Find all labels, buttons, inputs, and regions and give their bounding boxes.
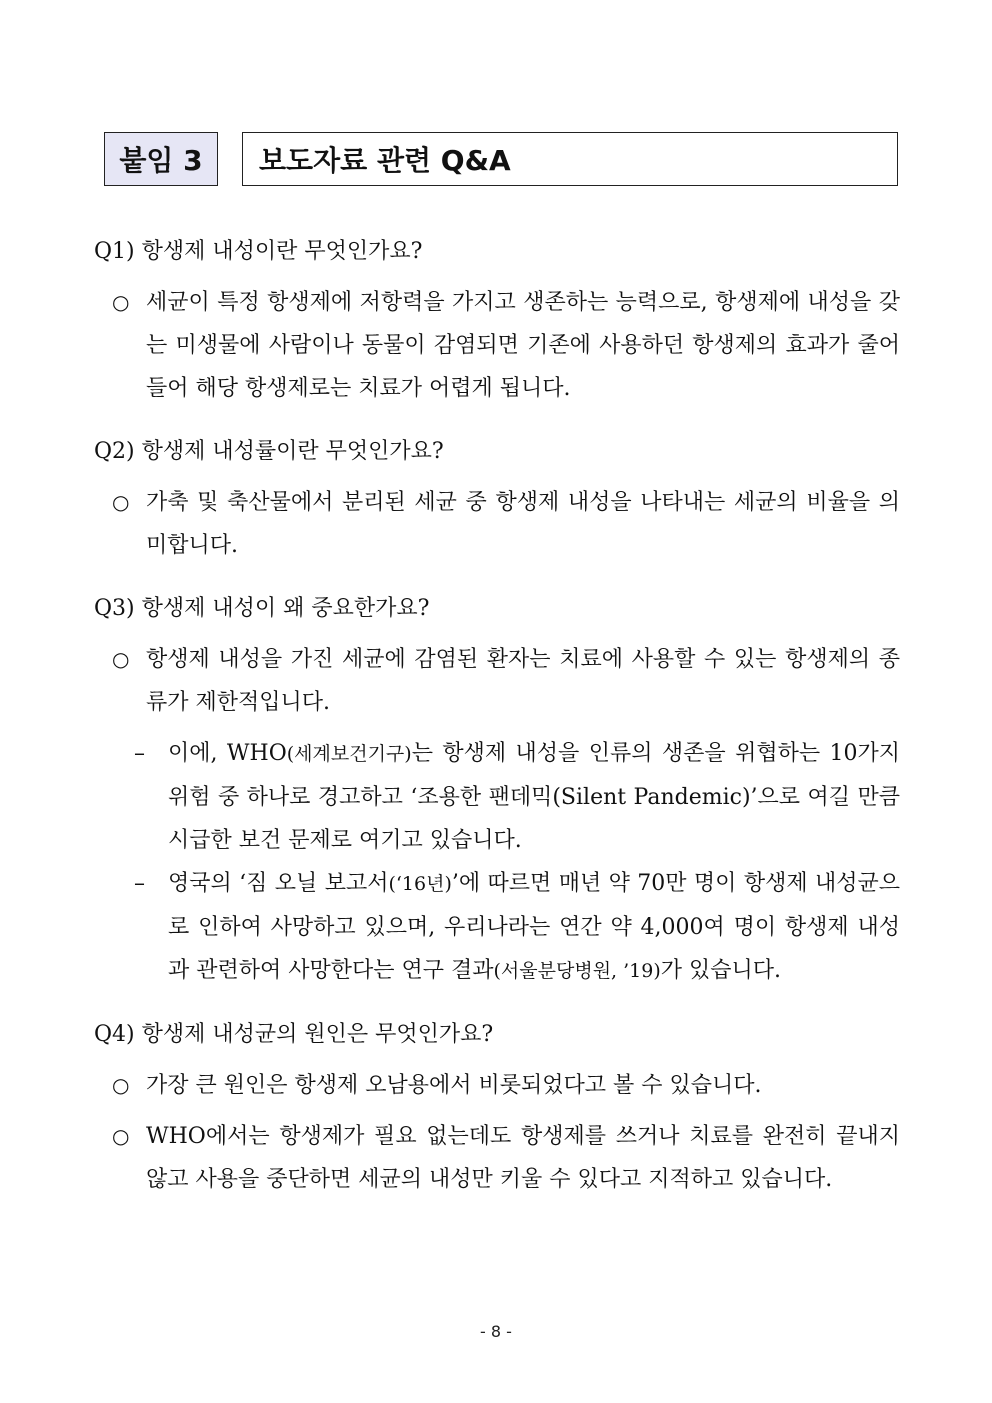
circle-bullet-icon: ○: [112, 647, 130, 671]
page-title: 보도자료 관련 Q&A: [242, 132, 898, 186]
circle-bullet-icon: ○: [112, 290, 130, 314]
answer-3-sub-1: – 이에, WHO(세계보건기구)는 항생제 내성을 인류의 생존을 위협하는 10가지 위험 중 하나로 경고하고 ‘조용한 팬데믹(Silent Pandemic)’으로 여길 만큼 시급한 보건 문제로 여기고 있습니다.: [94, 732, 900, 862]
question-2: Q2) 항생제 내성률이란 무엇인가요?: [94, 439, 444, 464]
answer-2-text: 가축 및 축산물에서 분리된 세균 중 항생제 내성을 나타내는 세균의 비율을 의미합니다.: [146, 490, 900, 558]
question-3: Q3) 항생제 내성이 왜 중요한가요?: [94, 596, 430, 621]
dash-bullet-icon: –: [134, 741, 145, 766]
answer-1: [94, 281, 900, 410]
dash-bullet-icon: –: [134, 871, 145, 896]
answer-2: [94, 481, 900, 567]
question-4: Q4) 항생제 내성균의 원인은 무엇인가요?: [94, 1022, 494, 1047]
answer-1-text: 세균이 특정 항생제에 저항력을 가지고 생존하는 능력으로, 항생제에 내성을 갖는 미생물에 사람이나 동물이 감염되면 기존에 사용하던 항생제의 효과가 줄어들어 해당 항생제로는 치료가 어렵게 됩니다.: [146, 290, 900, 401]
answer-4-1: [94, 1064, 900, 1107]
attachment-label: 붙임 3: [104, 132, 218, 186]
qa-content: [94, 230, 900, 1201]
circle-bullet-icon: ○: [112, 490, 130, 514]
page-number: - 8 -: [480, 1322, 512, 1341]
answer-3-sub-2: – 영국의 ‘짐 오닐 보고서(‘16년)’에 따르면 매년 약 70만 명이 항생제 내성균으로 인하여 사망하고 있으며, 우리나라는 연간 약 4,000여 명이 항생제 내성과 관련하여 사망한다는 연구 결과(서울분당병원, ’19)가 있습니다.: [94, 862, 900, 993]
circle-bullet-icon: ○: [112, 1073, 130, 1097]
question-1: Q1) 항생제 내성이란 무엇인가요?: [94, 239, 423, 264]
circle-bullet-icon: ○: [112, 1124, 130, 1148]
answer-3-text: 항생제 내성을 가진 세균에 감염된 환자는 치료에 사용할 수 있는 항생제의 종류가 제한적입니다.: [146, 647, 900, 715]
attachment-header: [104, 132, 898, 188]
answer-3: [94, 638, 900, 724]
answer-4-2: [94, 1115, 900, 1201]
answer-4-1-text: 가장 큰 원인은 항생제 오남용에서 비롯되었다고 볼 수 있습니다.: [146, 1073, 762, 1098]
answer-4-2-text: WHO에서는 항생제가 필요 없는데도 항생제를 쓰거나 치료를 완전히 끝내지 않고 사용을 중단하면 세균의 내성만 키울 수 있다고 지적하고 있습니다.: [146, 1124, 900, 1192]
